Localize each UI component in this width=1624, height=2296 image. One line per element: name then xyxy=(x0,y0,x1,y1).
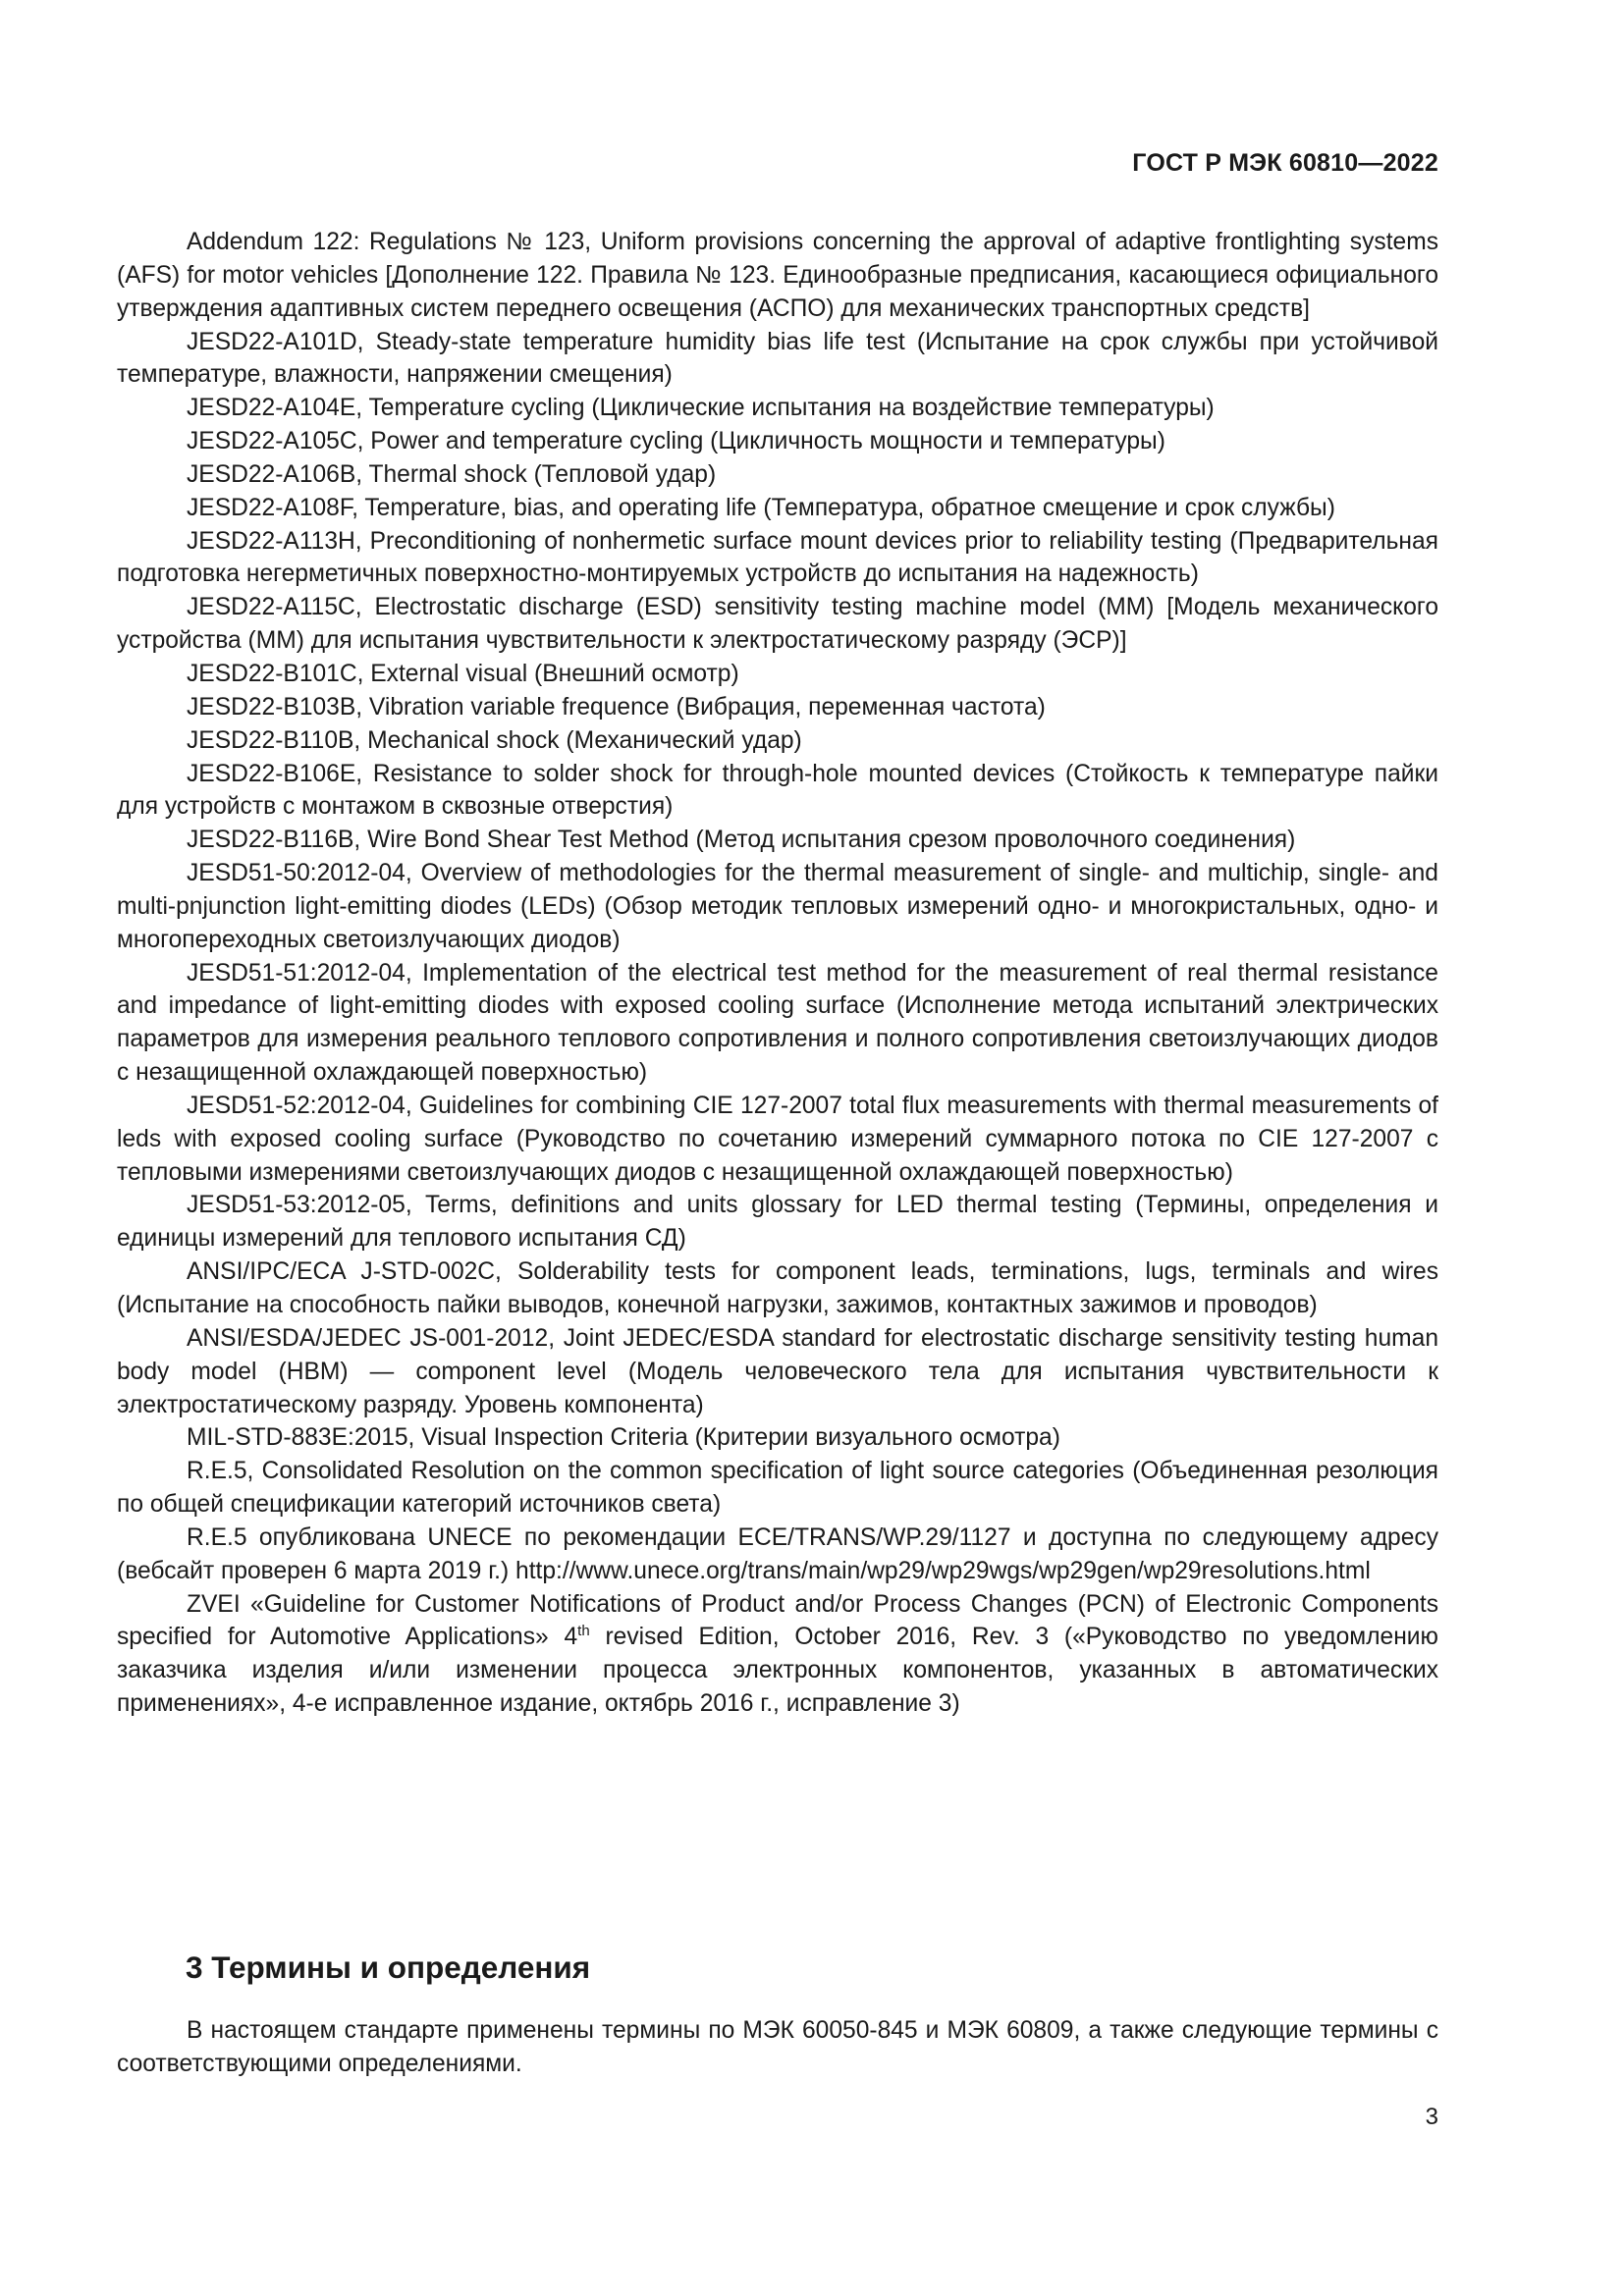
reference-entry: JESD51-53:2012-05, Terms, definitions and units glossary for LED thermal testing (Термины, определения и единицы измерений для теплового испытания СД) xyxy=(117,1192,1438,1253)
reference-entry: JESD22-B116B, Wire Bond Shear Test Method (Метод испытания срезом проволочного соединения) xyxy=(187,827,1296,854)
reference-text-after-sup: revised Edition, October 2016, Rev. 3 («Руководство по уведомлению заказчика изделия и/или изменении процесса электронных компонентов, указанных в автоматических применениях», 4-е исправленное издание, октябрь 2016 г., исправление 3) xyxy=(117,1624,1438,1718)
reference-entry: JESD22-B106E, Resistance to solder shock for through-hole mounted devices (Стойкость к температуре пайки для устройств с монтажом в сквозные отверстия) xyxy=(117,760,1438,821)
reference-entry: JESD22-A113H, Preconditioning of nonhermetic surface mount devices prior to reliability testing (Предварительная подготовка негерметичных поверхностно-монтируемых устройств до испытания на надежность) xyxy=(117,527,1438,588)
reference-entry: JESD22-A104E, Temperature cycling (Циклические испытания на воздействие температуры) xyxy=(187,395,1215,422)
reference-entry xyxy=(117,1588,1438,1721)
reference-entry: R.E.5, Consolidated Resolution on the common specification of light source categories (Объединенная резолюция по общей спецификации категорий источников света) xyxy=(117,1458,1438,1519)
section-heading: 3 Термины и определения xyxy=(186,1949,591,1985)
ordinal-superscript: th xyxy=(577,1623,590,1640)
page-number: 3 xyxy=(1425,2104,1438,2130)
reference-entry: MIL-STD-883E:2015, Visual Inspection Criteria (Критерии визуального осмотра) xyxy=(187,1424,1060,1452)
reference-entry: JESD22-A108F, Temperature, bias, and operating life (Температура, обратное смещение и срок службы) xyxy=(187,494,1335,521)
normative-references-list xyxy=(117,226,1438,1721)
section-intro-paragraph: В настоящем стандарте применены термины по МЭК 60050-845 и МЭК 60809, а также следующие термины с соответствующими определениями. xyxy=(117,2017,1438,2077)
reference-entry: ANSI/IPC/ECA J-STD-002C, Solderability tests for component leads, terminations, lugs, terminals and wires (Испытание на способность пайки выводов, конечной нагрузки, зажимов, контактных зажимов и проводов) xyxy=(117,1258,1438,1318)
reference-entry: JESD51-50:2012-04, Overview of methodologies for the thermal measurement of single- and multichip, single- and multi-pnjunction light-emitting diodes (LEDs) (Обзор методик тепловых измерений одно- и многокристальных, одно- и многопереходных светоизлучающих диодов) xyxy=(117,860,1438,953)
reference-entry: ANSI/ESDA/JEDEC JS-001-2012, Joint JEDEC/ESDA standard for electrostatic discharge sensitivity testing human body model (HBM) — component level (Модель человеческого тела для испытания чувствительности к электростатическому разряду. Уровень компонента) xyxy=(117,1324,1438,1418)
reference-entry: JESD22-A101D, Steady-state temperature humidity bias life test (Испытание на срок службы при устойчивой температуре, влажности, напряжении смещения) xyxy=(117,328,1438,389)
reference-entry: JESD22-A115C, Electrostatic discharge (ESD) sensitivity testing machine model (MM) [Модель механического устройства (ММ) для испытания чувствительности к электростатическому разряду (ЭСР)] xyxy=(117,594,1438,655)
reference-entry: JESD22-A105C, Power and temperature cycling (Цикличность мощности и температуры) xyxy=(187,428,1165,455)
reference-entry: JESD22-B101C, External visual (Внешний осмотр) xyxy=(187,660,739,687)
reference-entry: JESD51-51:2012-04, Implementation of the electrical test method for the measurement of real thermal resistance and impedance of light-emitting diodes with exposed cooling surface (Исполнение метода испытаний электрических параметров для измерения реального теплового сопротивления и полного сопротивления светоизлучающих диодов с незащищенной охлаждающей поверхностью) xyxy=(117,959,1438,1087)
reference-entry: JESD22-A106B, Thermal shock (Тепловой удар) xyxy=(187,460,717,488)
reference-entry: JESD51-52:2012-04, Guidelines for combining CIE 127-2007 total flux measurements with thermal measurements of leds with exposed cooling surface (Руководство по сочетанию измерений суммарного потока по CIE 127-2007 с тепловыми измерениями светоизлучающих диодов с незащищенной охлаждающей поверхностью) xyxy=(117,1092,1438,1186)
reference-text-before-sup: ZVEI «Guideline for Customer Notifications of Product and/or Process Changes (PCN) of Electronic Components specified for Automotive Applications» 4 xyxy=(117,1590,1438,1651)
reference-entry: R.E.5 опубликована UNECE по рекомендации ECE/TRANS/WP.29/1127 и доступна по следующему адресу (вебсайт проверен 6 марта 2019 г.) http://www.unece.org/trans/main/wp29/wp29wgs/wp29gen/​wp29resolutions.html xyxy=(117,1523,1438,1584)
reference-entry: Addendum 122: Regulations № 123, Uniform provisions concerning the approval of adaptive frontlighting systems (AFS) for motor vehicles [Дополнение 122. Правила № 123. Единообразные предписания, касающиеся официального утверждения адаптивных систем переднего освещения (АСПО) для механических транспортных средств] xyxy=(117,229,1438,322)
reference-entry: JESD22-B103B, Vibration variable frequence (Вибрация, переменная частота) xyxy=(187,693,1046,721)
standard-code-header: ГОСТ Р МЭК 60810—2022 xyxy=(1132,149,1438,177)
reference-entry: JESD22-B110B, Mechanical shock (Механический удар) xyxy=(187,726,802,754)
